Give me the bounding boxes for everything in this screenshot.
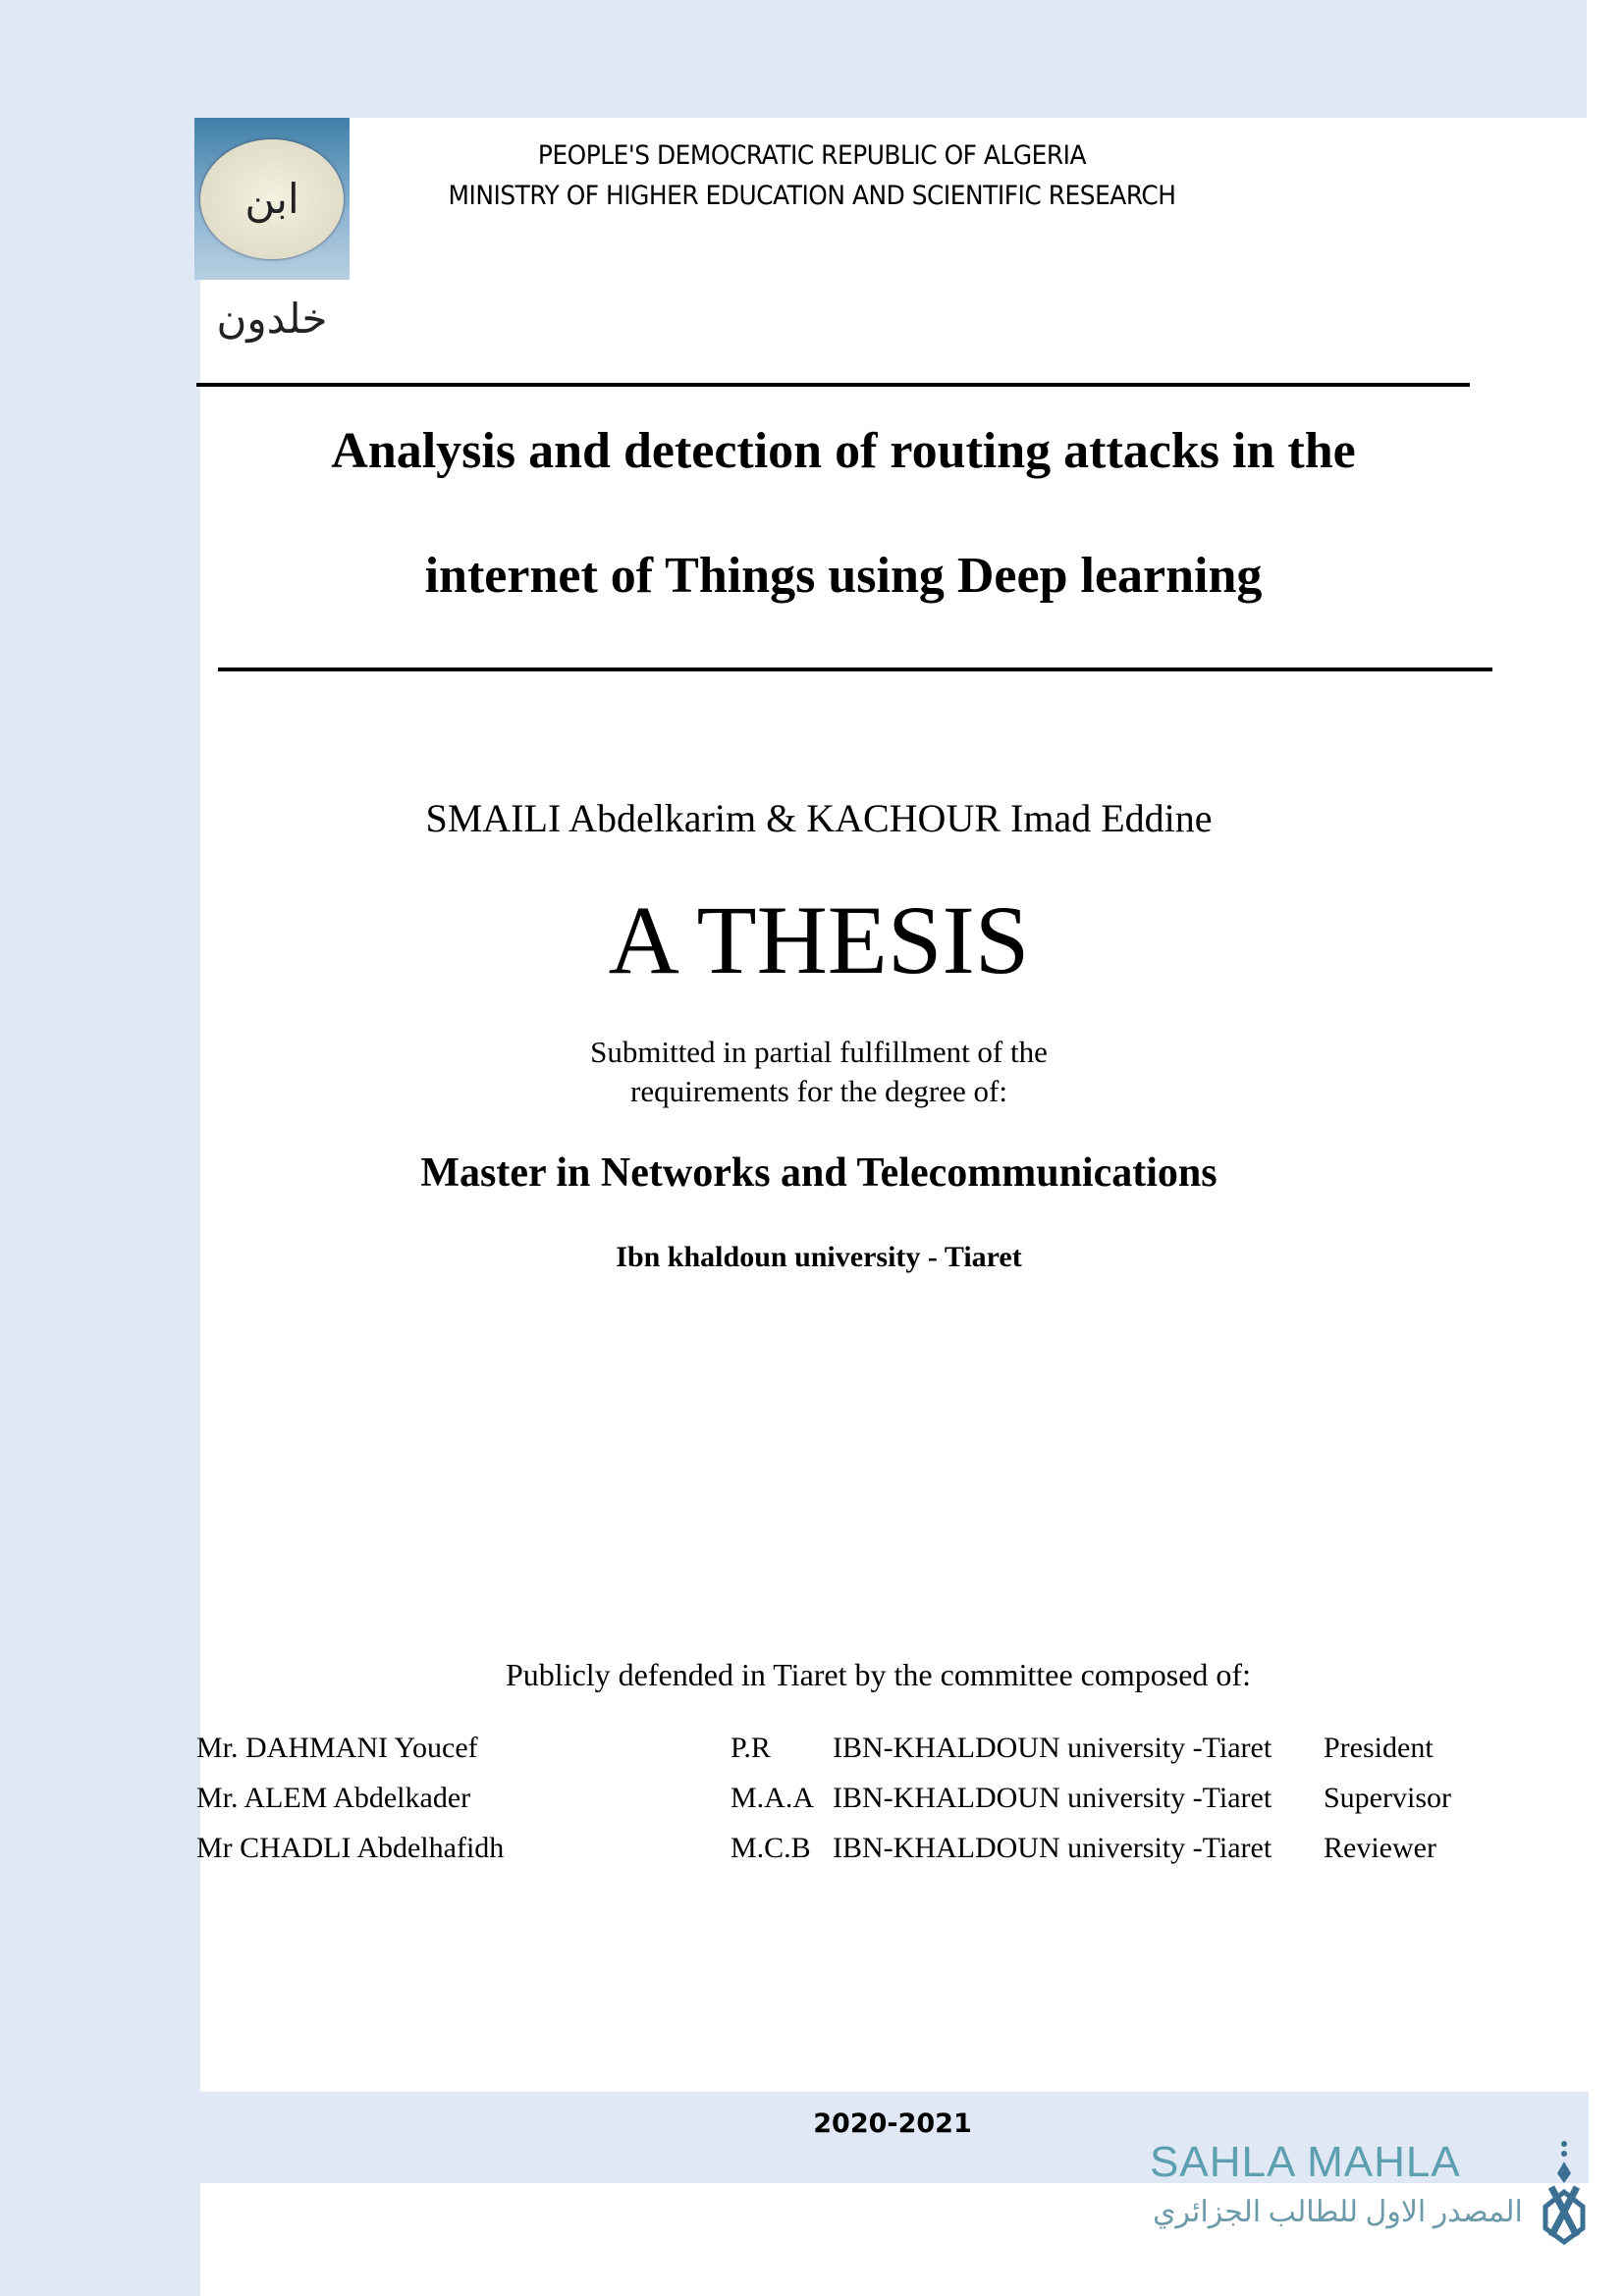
submitted-line2: requirements for the degree of:	[630, 1074, 1007, 1108]
top-decorative-band	[200, 0, 1587, 118]
member-role: Supervisor	[1324, 1782, 1451, 1814]
member-grade: M.A.A	[731, 1782, 815, 1814]
degree: Master in Networks and Telecommunications	[420, 1150, 1218, 1196]
member-name: Mr CHADLI Abdelhafidh	[196, 1832, 505, 1864]
watermark-tagline: المصدر الاول للطالب الجزائري	[1153, 2196, 1523, 2228]
thesis-label: A THESIS	[608, 885, 1030, 994]
title-bottom-rule	[218, 667, 1492, 671]
member-role: Reviewer	[1324, 1832, 1436, 1864]
sahla-mahla-watermark	[1147, 2138, 1589, 2246]
member-institution: IBN-KHALDOUN university -Tiaret	[833, 1782, 1272, 1814]
submitted-line1: Submitted in partial fulfillment of the	[590, 1035, 1048, 1069]
title-top-rule	[196, 383, 1470, 387]
member-institution: IBN-KHALDOUN university -Tiaret	[833, 1732, 1272, 1764]
member-grade: M.C.B	[731, 1832, 811, 1864]
committee-intro: Publicly defended in Tiaret by the committee composed of:	[506, 1657, 1251, 1692]
academic-year: 2020-2021	[813, 2109, 972, 2139]
ministry-heading: MINISTRY OF HIGHER EDUCATION AND SCIENTIFIC RESEARCH	[448, 181, 1176, 211]
member-institution: IBN-KHALDOUN university -Tiaret	[833, 1832, 1272, 1864]
member-grade: P.R	[731, 1732, 771, 1764]
member-name: Mr. ALEM Abdelkader	[196, 1782, 471, 1814]
thesis-title-line1: Analysis and detection of routing attacks in the	[331, 423, 1356, 479]
member-role: President	[1324, 1732, 1434, 1764]
country-heading: PEOPLE'S DEMOCRATIC REPUBLIC OF ALGERIA	[537, 140, 1087, 171]
sahla-mahla-logo-icon	[1540, 2138, 1589, 2246]
left-decorative-band	[0, 0, 200, 2296]
university: Ibn khaldoun university - Tiaret	[616, 1241, 1022, 1273]
authors: SMAILI Abdelkarim & KACHOUR Imad Eddine	[425, 796, 1213, 840]
watermark-brand: SAHLA MAHLA	[1150, 2138, 1461, 2186]
member-name: Mr. DAHMANI Youcef	[196, 1732, 478, 1764]
logo-calligraphy: ابن خلدون	[216, 175, 328, 343]
thesis-title-line2: internet of Things using Deep learning	[424, 548, 1263, 604]
